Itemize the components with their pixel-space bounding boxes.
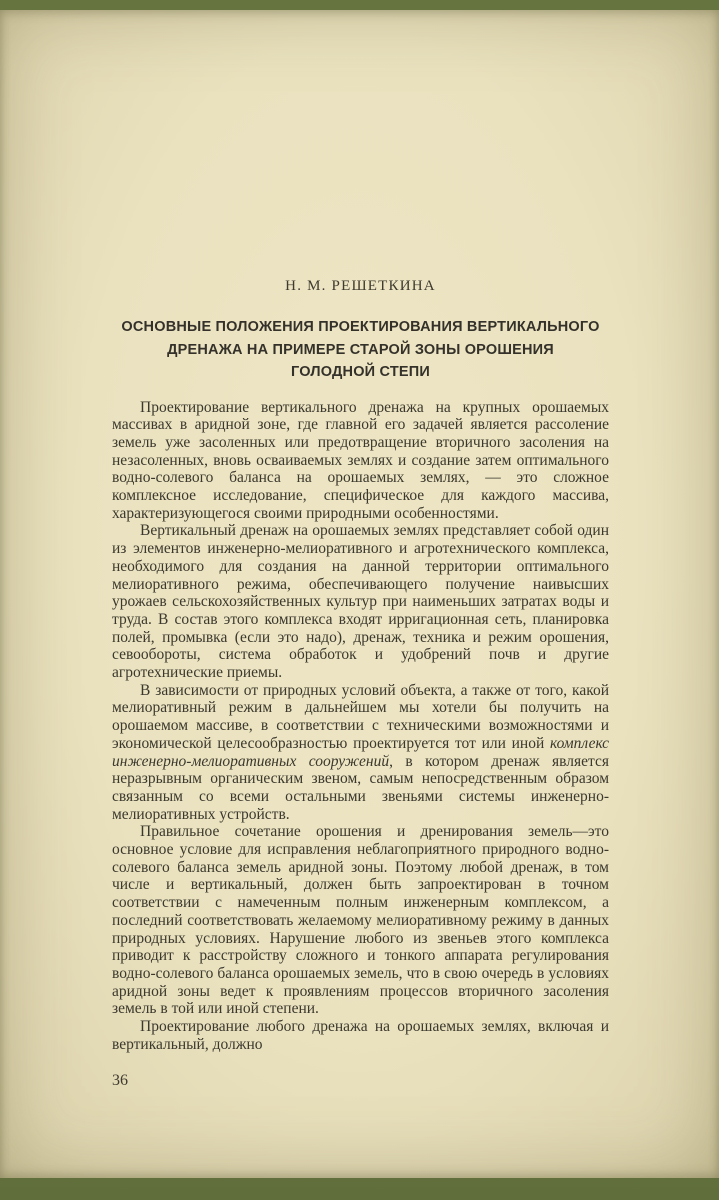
paragraph-4: Правильное сочетание орошения и дренирования земель—это основное условие для исправления неблагоприятного природного водно-солевого баланса земель аридной зоны. Поэтому любой дренаж, в том числе и вертикальный, должен быть запроектирован в точном соответствии с намеченным полным инженерным комплексом, а последний соответствовать желаемому мелиоративному режиму в данных природных условиях. Нарушение любого из звеньев этого комплекса приводит к расстройству сложного и тонкого аппарата регулирования водно-солевого баланса орошаемых земель, что в свою очередь в условиях аридной зоны ведет к проявлениям процессов вторичного засоления земель в той или иной степени.	[112, 823, 609, 1018]
author-line: Н. М. РЕШЕТКИНА	[285, 278, 436, 294]
article-title	[112, 316, 609, 384]
title-line-1: ОСНОВНЫЕ ПОЛОЖЕНИЯ ПРОЕКТИРОВАНИЯ ВЕРТИКАЛЬНОГО	[121, 319, 600, 335]
article-body	[112, 399, 609, 1054]
page-number: 36	[112, 1072, 128, 1089]
paragraph-5: Проектирование любого дренажа на орошаемых землях, включая и вертикальный, должно	[112, 1018, 609, 1053]
paragraph-3-italic-term: комплекс инженерно-мелиоративных сооружений	[112, 734, 609, 770]
page-content	[112, 278, 609, 1054]
paragraph-3	[112, 682, 609, 824]
title-line-2: ДРЕНАЖА НА ПРИМЕРЕ СТАРОЙ ЗОНЫ ОРОШЕНИЯ	[167, 341, 554, 358]
title-line-3: ГОЛОДНОЙ СТЕПИ	[290, 364, 431, 380]
paragraph-3-text: В зависимости от природных условий объекта, а также от того, какой мелиоративный режим в дальнейшем мы хотели бы получить на орошаемом массиве, в соответствии с техническими возможностями и экономической целесообразностью проектируется тот или иной	[112, 681, 609, 752]
paragraph-1: Проектирование вертикального дренажа на крупных орошаемых массивах в аридной зоне, где главной его задачей является рассоление земель уже засоленных или предотвращение вторичного засоления на незасоленных, вновь осваиваемых землях и создание затем оптимального водно-солевого баланса на орошаемых землях, — это сложное комплексное исследование, специфическое для каждого массива, характеризующегося своими природными особенностями.	[112, 398, 609, 522]
scanned-page	[0, 10, 719, 1178]
paragraph-3-text-continued: , в котором дренаж является неразрывным органическим звеном, самым непосредственным образом связанным со всеми остальными звеньями системы инженерно-мелиоративных устройств.	[112, 752, 609, 823]
paragraph-2: Вертикальный дренаж на орошаемых землях представляет собой один из элементов инженерно-мелиоративного и агротехнического комплекса, необходимого для создания на данной территории оптимального мелиоративного режима, обеспечивающего получение наивысших урожаев сельскохозяйственных культур при наименьших затратах воды и труда. В состав этого комплекса входят ирригационная сеть, планировка полей, промывка (если это надо), дренаж, техника и режим орошения, севообороты, система обработок и удобрений почв и другие агротехнические приемы.	[112, 522, 609, 682]
